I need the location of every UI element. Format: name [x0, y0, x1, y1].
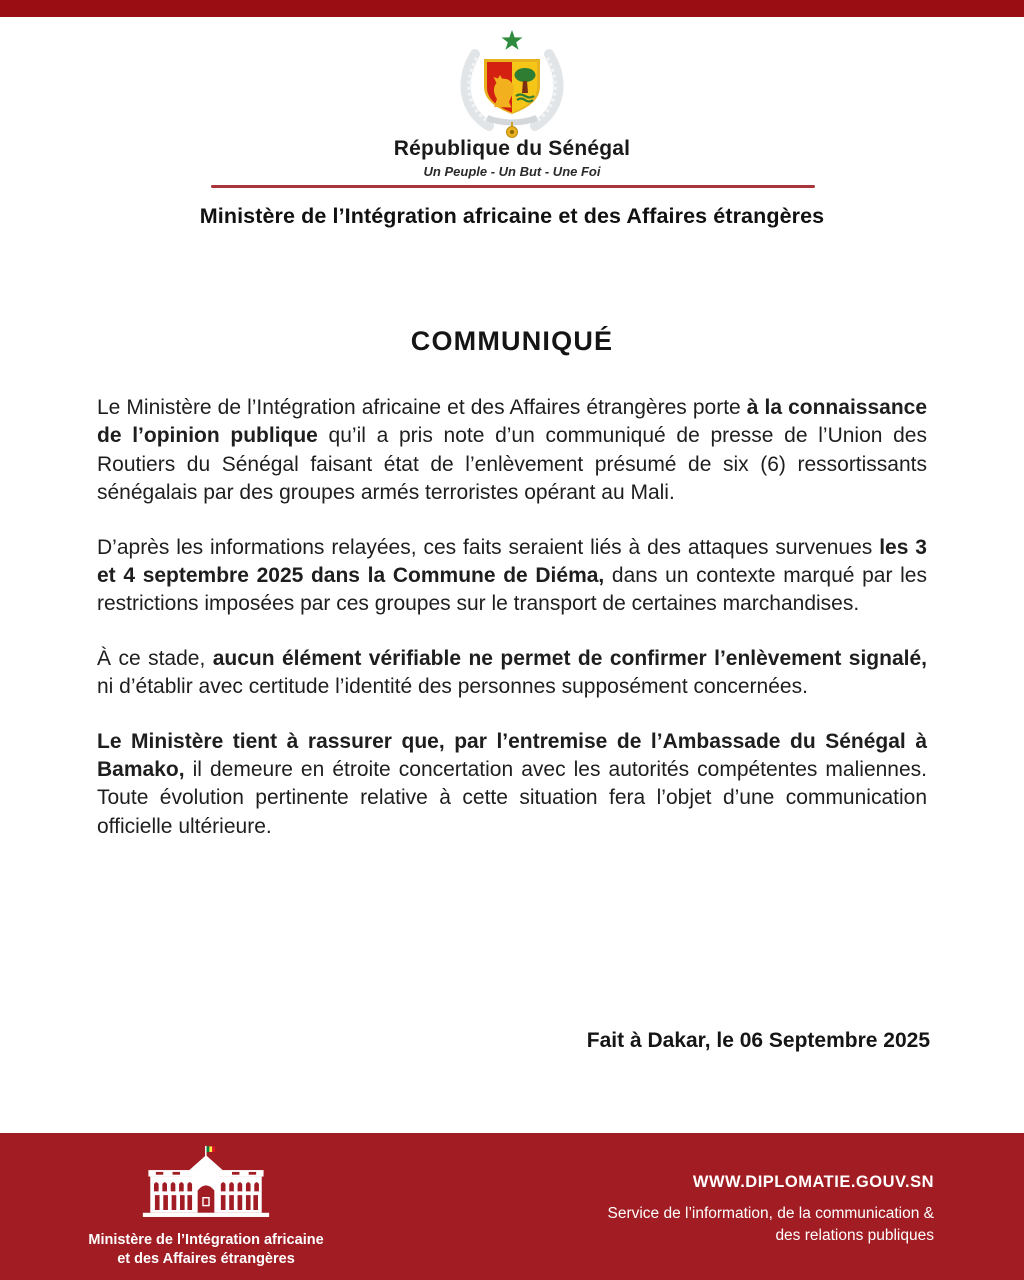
- paragraph-1: [97, 394, 927, 508]
- document-title: COMMUNIQUÉ: [410, 326, 614, 356]
- ministry-heading: Ministère de l’Intégration africaine et des Affaires étrangères: [199, 204, 825, 228]
- document-body: [97, 394, 927, 867]
- text-segment-bold: à la connaissance de l’opinion publique: [97, 396, 928, 448]
- footer-ministry-line2: et des Affaires étrangères: [117, 1250, 295, 1267]
- senegal-coat-of-arms-icon: [437, 26, 587, 145]
- service-line2: des relations publiques: [775, 1227, 934, 1244]
- dateline: Fait à Dakar, le 06 Septembre 2025: [586, 1029, 930, 1052]
- text-segment: il demeure en étroite concertation avec les autorités compétentes maliennes. Toute évolution pertinente relative à cette situation fera l’objet d’une communication officielle ultérieure.: [97, 758, 927, 838]
- text-segment-bold: aucun élément vérifiable ne permet de confirmer l’enlèvement signalé,: [212, 646, 927, 670]
- footer-ministry-line1: Ministère de l’Intégration africaine: [88, 1232, 324, 1248]
- text-segment: D’après les informations relayées, ces faits seraient liés à des attaques survenues: [97, 535, 880, 559]
- footer-band: [0, 1133, 1024, 1280]
- footer-ministry-name: [58, 1231, 354, 1269]
- footer-contact-block: [607, 1173, 934, 1247]
- text-segment: qu’il a pris note d’un communiqué de presse de l’Union des Routiers du Sénégal faisant état de l’enlèvement présumé de six (6) ressortissants sénégalais par des groupes armés terroristes opérant au Mali.: [97, 424, 927, 505]
- website-url: WWW.DIPLOMATIE.GOUV.SN: [692, 1173, 934, 1191]
- paragraph-3: [97, 645, 927, 702]
- republic-title: République du Sénégal: [393, 137, 631, 160]
- text-segment: dans un contexte marqué par les restrictions imposées par ces groupes sur le transport de certaines marchandises.: [97, 564, 927, 616]
- national-motto: Un Peuple - Un But - Une Foi: [423, 164, 601, 179]
- paragraph-4: [97, 728, 927, 842]
- text-segment: Le Ministère de l’Intégration africaine et des Affaires étrangères porte: [97, 396, 747, 419]
- ministry-building-icon: [126, 1145, 286, 1223]
- header-divider: [211, 185, 815, 188]
- paragraph-2: [97, 534, 927, 619]
- text-segment-bold: Le Ministère tient à rassurer que, par l’entremise de l’Ambassade du Sénégal à Bamako,: [97, 729, 927, 782]
- text-segment: À ce stade,: [97, 646, 213, 670]
- footer-ministry-block: [58, 1145, 354, 1269]
- text-segment-bold: les 3 et 4 septembre 2025 dans la Commune de Diéma,: [97, 535, 927, 588]
- top-red-bar: [0, 0, 1024, 17]
- text-segment: ni d’établir avec certitude l’identité des personnes supposément concernées.: [97, 675, 808, 699]
- service-line1: Service de l’information, de la communication &: [607, 1205, 934, 1222]
